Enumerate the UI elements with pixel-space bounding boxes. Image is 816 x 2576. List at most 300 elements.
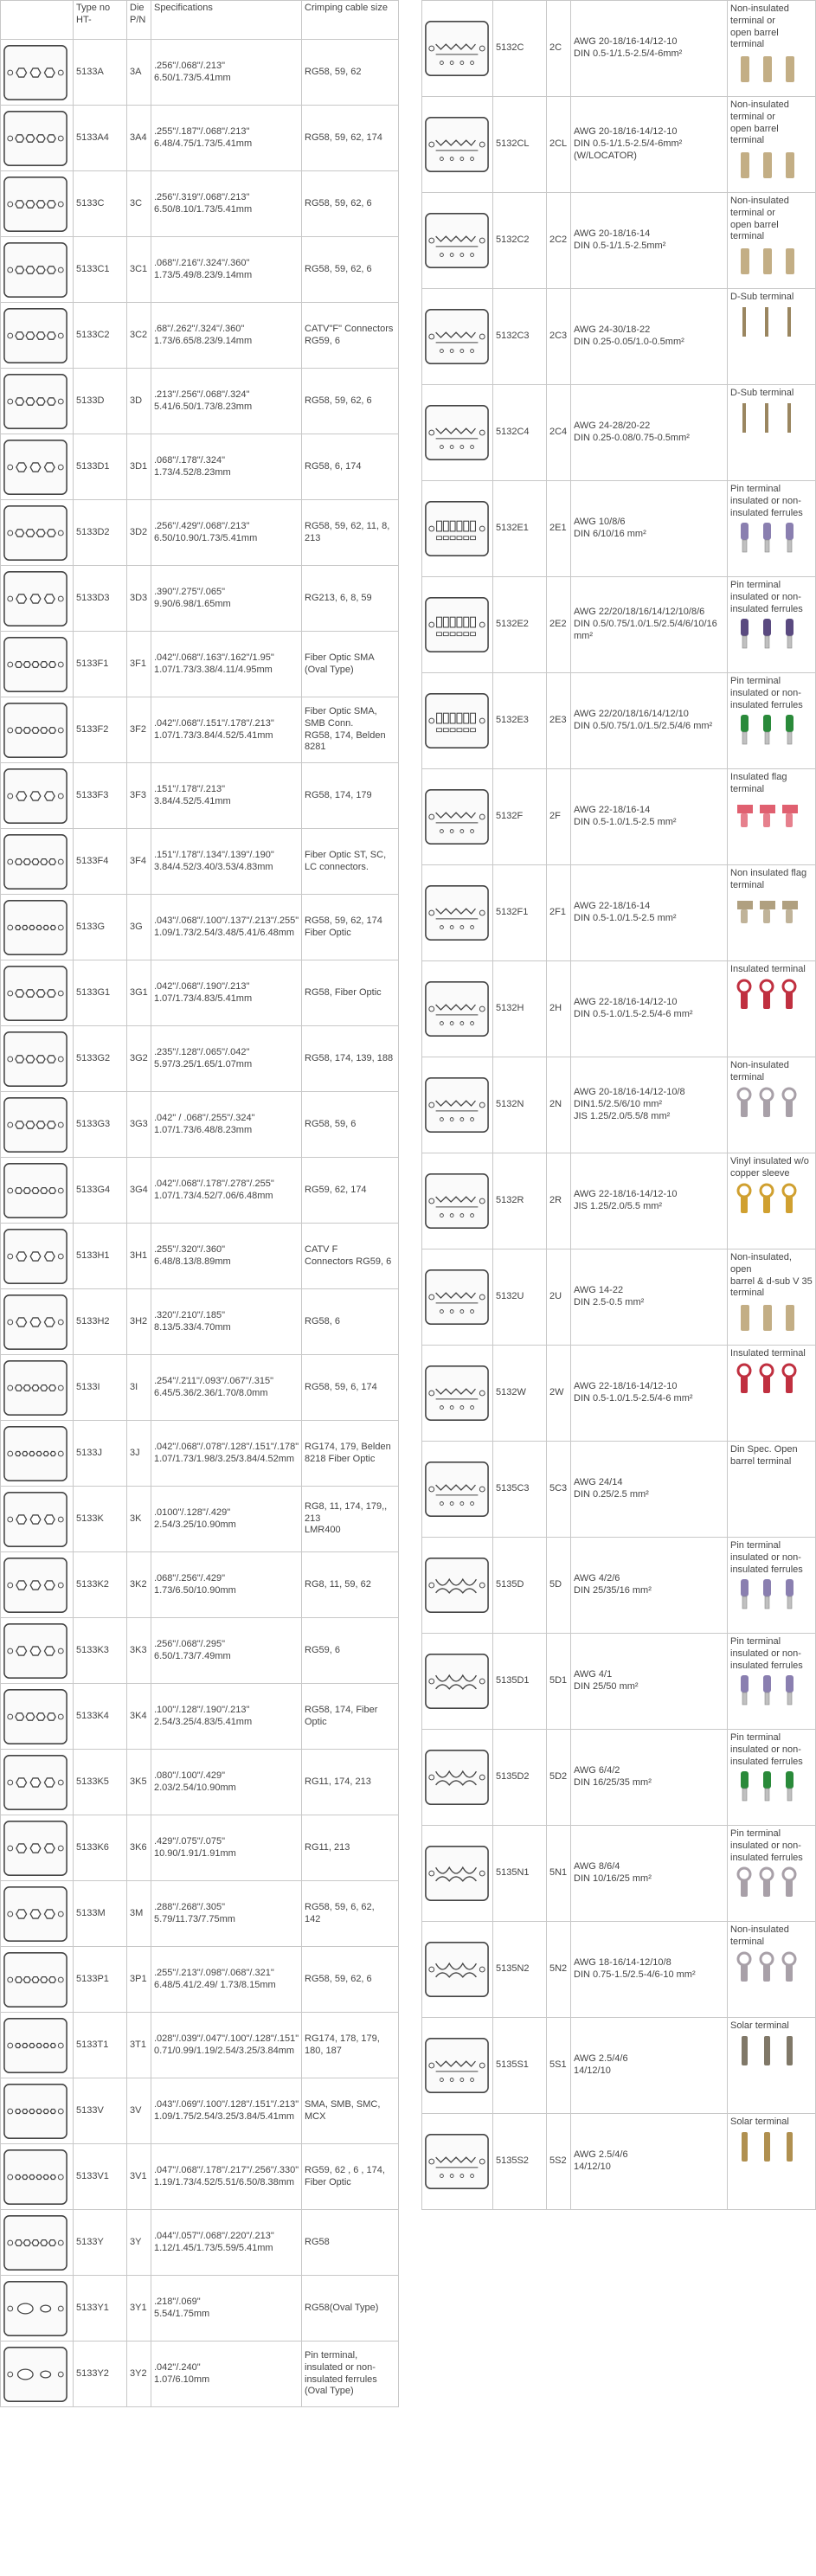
die-4-hex-cavities-icon bbox=[2, 108, 69, 169]
specifications bbox=[151, 1947, 302, 2013]
die-pn bbox=[127, 763, 151, 829]
die-pn-text: 2R bbox=[549, 1195, 562, 1206]
crimping-cable-size bbox=[302, 1421, 399, 1487]
type-no-text: 5135S1 bbox=[496, 2059, 529, 2071]
crimping-cable-size-text: RG58, 59, 62, 6 bbox=[305, 395, 372, 406]
specifications-text: .068"/.256"/.429" 1.73/6.50/10.90mm bbox=[154, 1572, 236, 1596]
table-row bbox=[1, 2078, 399, 2144]
ferrule-icon bbox=[730, 521, 808, 556]
table-row bbox=[422, 385, 816, 481]
header-image bbox=[1, 1, 74, 40]
table-row bbox=[422, 2018, 816, 2114]
die-image-cell bbox=[1, 960, 74, 1026]
table-row bbox=[1, 697, 399, 763]
application-cell bbox=[728, 2114, 816, 2210]
ring-terminal-icon bbox=[730, 1866, 808, 1900]
crimping-cable-size-text: CATV"F" Connectors RG59, 6 bbox=[305, 323, 394, 346]
die-image-cell bbox=[1, 500, 74, 566]
type-no bbox=[74, 2078, 127, 2144]
table-row bbox=[1, 1224, 399, 1289]
die-pn bbox=[547, 1, 571, 97]
specifications-text: AWG 22/20/18/16/14/12/10/8/6 DIN 0.5/0.75/1.0/1.5/2.5/4/6/10/16 mm² bbox=[574, 607, 717, 641]
die-pn bbox=[127, 1750, 151, 1815]
application-cell bbox=[728, 1826, 816, 1922]
crimping-cable-size bbox=[302, 1289, 399, 1355]
die-pn-text: 3A4 bbox=[130, 132, 147, 143]
die-open-barrel-locator-icon bbox=[423, 101, 491, 188]
ring-terminal-icon bbox=[730, 1362, 808, 1397]
table-row bbox=[422, 481, 816, 577]
die-image-cell bbox=[422, 1346, 493, 1442]
table-row bbox=[422, 193, 816, 289]
type-no bbox=[74, 171, 127, 237]
specifications bbox=[151, 1881, 302, 1947]
application-cell bbox=[728, 193, 816, 289]
table-row bbox=[422, 1730, 816, 1826]
die-3-hex-cavities-icon bbox=[2, 1489, 69, 1550]
die-pn bbox=[127, 106, 151, 171]
crimping-cable-size-text: RG58, Fiber Optic bbox=[305, 986, 382, 998]
specifications bbox=[151, 500, 302, 566]
type-no bbox=[493, 1634, 547, 1730]
table-row bbox=[1, 1618, 399, 1684]
specifications bbox=[151, 1487, 302, 1552]
header-specifications bbox=[151, 1, 302, 40]
die-pn-text: 3Y1 bbox=[130, 2302, 147, 2313]
die-3-hex-cavities-icon bbox=[2, 1818, 69, 1879]
die-pn bbox=[127, 2210, 151, 2276]
solar-terminal-icon bbox=[730, 2130, 808, 2165]
die-pn bbox=[547, 2018, 571, 2114]
type-no bbox=[74, 1815, 127, 1881]
die-pn bbox=[127, 2276, 151, 2342]
die-image-cell bbox=[1, 1487, 74, 1552]
crimping-cable-size bbox=[302, 1815, 399, 1881]
ferrule-icon bbox=[730, 1673, 808, 1708]
table-row bbox=[1, 1947, 399, 2013]
type-no-text: 5135D2 bbox=[496, 1771, 530, 1783]
die-pn-text: 2C3 bbox=[549, 331, 568, 342]
die-pn bbox=[127, 1618, 151, 1684]
type-no-text: 5132F bbox=[496, 811, 524, 822]
type-no bbox=[74, 106, 127, 171]
crimping-cable-size bbox=[302, 1552, 399, 1618]
die-pn bbox=[127, 2342, 151, 2407]
specifications-text: AWG 24-30/18-22 DIN 0.25-0.05/1.0-0.5mm² bbox=[574, 324, 684, 347]
crimping-cable-size bbox=[302, 40, 399, 106]
type-no-text: 5133C2 bbox=[76, 329, 110, 340]
die-pn bbox=[547, 673, 571, 769]
die-image-cell bbox=[422, 961, 493, 1057]
ferrule-icon bbox=[730, 1577, 808, 1612]
application-cell bbox=[728, 289, 816, 385]
table-row bbox=[422, 2114, 816, 2210]
specifications-text: .043"/.069"/.100"/.128"/.151"/.213" 1.09/1.75/2.54/3.25/3.84/5.41mm bbox=[154, 2098, 299, 2122]
die-pn-text: 3D bbox=[130, 395, 143, 406]
crimping-cable-size bbox=[302, 697, 399, 763]
die-image-cell bbox=[1, 2276, 74, 2342]
specifications-text: .255"/.213"/.098"/.068"/.321" 6.48/5.41/2.49/ 1.73/8.15mm bbox=[154, 1967, 276, 1990]
specifications bbox=[571, 1057, 728, 1153]
die-pn bbox=[127, 697, 151, 763]
application-text: Vinyl insulated w/o copper sleeve bbox=[730, 1156, 809, 1179]
specifications bbox=[151, 829, 302, 895]
specifications-text: .080"/.100"/.429" 2.03/2.54/10.90mm bbox=[154, 1770, 236, 1793]
table-row bbox=[1, 369, 399, 434]
die-pn-text: 3K2 bbox=[130, 1578, 147, 1590]
flag-terminal-icon bbox=[730, 894, 808, 928]
die-image-cell bbox=[1, 237, 74, 303]
specifications-text: AWG 24-28/20-22 DIN 0.25-0.08/0.75-0.5mm² bbox=[574, 421, 690, 443]
die-image-cell bbox=[422, 2114, 493, 2210]
specifications bbox=[571, 1153, 728, 1249]
die-3-hex-cavities-icon bbox=[2, 437, 69, 498]
specifications bbox=[151, 1750, 302, 1815]
type-no bbox=[493, 769, 547, 865]
table-row bbox=[1, 2342, 399, 2407]
crimping-cable-size-text: CATV F Connectors RG59, 6 bbox=[305, 1243, 392, 1267]
die-pn-text: 3D3 bbox=[130, 592, 148, 603]
die-4-hex-cavities-icon bbox=[2, 503, 69, 563]
die-2-oval-cavities-icon bbox=[2, 2278, 69, 2339]
die-pn-text: 3I bbox=[130, 1381, 138, 1392]
table-row bbox=[1, 1421, 399, 1487]
crimping-cable-size-text: RG58, 59, 62, 6 bbox=[305, 1973, 372, 1984]
die-pn-text: 2H bbox=[549, 1003, 562, 1014]
die-pn-text: 2E3 bbox=[549, 715, 567, 726]
table-row bbox=[1, 829, 399, 895]
ring-terminal-icon bbox=[730, 1182, 808, 1217]
die-pn-text: 3T1 bbox=[130, 2039, 146, 2050]
die-dsub-icon bbox=[423, 293, 491, 380]
specifications-text: AWG 10/8/6 DIN 6/10/16 mm² bbox=[574, 517, 646, 539]
specifications bbox=[151, 171, 302, 237]
crimping-cable-size-text: RG11, 213 bbox=[305, 1841, 350, 1853]
type-no bbox=[74, 2013, 127, 2078]
type-no-text: 5132H bbox=[496, 1003, 524, 1014]
die-6-hex-cavities-icon bbox=[2, 2015, 69, 2076]
type-no-text: 5133C bbox=[76, 197, 105, 209]
specifications bbox=[151, 2078, 302, 2144]
application-cell bbox=[728, 481, 816, 577]
die-image-cell bbox=[422, 1057, 493, 1153]
die-pn-text: 3F3 bbox=[130, 789, 146, 800]
application-text: Pin terminal insulated or non- insulated ferrules bbox=[730, 580, 803, 614]
crimping-cable-size-text: Pin terminal, insulated or non- insulated ferrules (Oval Type) bbox=[305, 2350, 377, 2397]
die-pn-text: 3A bbox=[130, 66, 142, 77]
die-pn-text: 2N bbox=[549, 1099, 562, 1110]
specifications bbox=[151, 1224, 302, 1289]
type-no bbox=[74, 1421, 127, 1487]
die-image-cell bbox=[422, 1249, 493, 1346]
application-cell bbox=[728, 1730, 816, 1826]
die-image-cell bbox=[1, 2342, 74, 2407]
application-text: Insulated flag terminal bbox=[730, 772, 787, 794]
die-pn-text: 5N1 bbox=[549, 1867, 568, 1879]
die-pn-text: 3K6 bbox=[130, 1841, 147, 1853]
crimping-cable-size bbox=[302, 895, 399, 960]
table-row bbox=[422, 673, 816, 769]
table-row bbox=[1, 1158, 399, 1224]
type-no bbox=[493, 673, 547, 769]
die-6-hex-cavities-icon bbox=[2, 1423, 69, 1484]
type-no-text: 5135S2 bbox=[496, 2155, 529, 2167]
type-no bbox=[493, 193, 547, 289]
table-row bbox=[1, 632, 399, 697]
specifications bbox=[571, 193, 728, 289]
specifications bbox=[151, 106, 302, 171]
die-square-cavities-icon bbox=[423, 485, 491, 572]
type-no-text: 5132C bbox=[496, 42, 524, 54]
type-no bbox=[74, 1224, 127, 1289]
specifications bbox=[151, 960, 302, 1026]
specifications bbox=[151, 1355, 302, 1421]
crimping-cable-size-text: RG58, 6, 174 bbox=[305, 460, 362, 472]
table-row bbox=[422, 1057, 816, 1153]
die-pn-text: 3C bbox=[130, 197, 143, 209]
type-no-text: 5135C3 bbox=[496, 1483, 530, 1494]
specifications bbox=[151, 1092, 302, 1158]
table-row bbox=[1, 895, 399, 960]
die-pn-text: 5D2 bbox=[549, 1771, 568, 1783]
die-pn bbox=[127, 434, 151, 500]
die-insulated-icon bbox=[423, 1158, 491, 1244]
table-row bbox=[422, 1153, 816, 1249]
type-no bbox=[493, 865, 547, 961]
die-pn bbox=[547, 769, 571, 865]
die-pn bbox=[127, 1158, 151, 1224]
table-row bbox=[1, 434, 399, 500]
die-image-cell bbox=[1, 2078, 74, 2144]
crimping-cable-size-text: RG58, 59, 62, 6 bbox=[305, 197, 372, 209]
type-no bbox=[74, 763, 127, 829]
open-barrel-terminal-icon bbox=[730, 53, 808, 87]
table-row bbox=[422, 1249, 816, 1346]
specifications bbox=[571, 1, 728, 97]
die-open-barrel-icon bbox=[423, 5, 491, 92]
specifications bbox=[151, 40, 302, 106]
die-pn bbox=[547, 577, 571, 673]
die-image-cell bbox=[422, 1730, 493, 1826]
die-image-cell bbox=[1, 697, 74, 763]
die-table-right bbox=[421, 0, 816, 2210]
type-no-text: 5132C4 bbox=[496, 427, 530, 438]
specifications-text: AWG 22-18/16-14/12-10 DIN 0.5-1.0/1.5-2.5/4-6 mm² bbox=[574, 1381, 693, 1404]
specifications-text: AWG 2.5/4/6 14/12/10 bbox=[574, 2149, 628, 2172]
crimping-cable-size bbox=[302, 303, 399, 369]
crimping-cable-size bbox=[302, 632, 399, 697]
table-row bbox=[422, 1634, 816, 1730]
ring-terminal-icon bbox=[730, 978, 808, 1012]
die-pn-text: 3Y2 bbox=[130, 2367, 147, 2379]
type-no bbox=[493, 1346, 547, 1442]
type-no-text: 5133D bbox=[76, 395, 105, 406]
type-no bbox=[493, 1057, 547, 1153]
die-pn-text: 2E1 bbox=[549, 523, 567, 534]
die-pn-text: 5D1 bbox=[549, 1675, 568, 1686]
application-cell bbox=[728, 1442, 816, 1538]
die-image-cell bbox=[1, 1947, 74, 2013]
crimping-cable-size bbox=[302, 1750, 399, 1815]
die-image-cell bbox=[422, 1922, 493, 2018]
die-insulated-icon bbox=[423, 966, 491, 1052]
die-3-hex-cavities-icon bbox=[2, 1884, 69, 1944]
application-text: Din Spec. Open barrel terminal bbox=[730, 1444, 798, 1467]
application-cell bbox=[728, 2018, 816, 2114]
die-pn-text: 5N2 bbox=[549, 1963, 568, 1975]
die-pn bbox=[547, 193, 571, 289]
crimping-cable-size bbox=[302, 106, 399, 171]
type-no-text: 5133F2 bbox=[76, 723, 109, 735]
crimping-cable-size-text: RG11, 174, 213 bbox=[305, 1776, 371, 1787]
specifications-text: AWG 20-18/16-14 DIN 0.5-1/1.5-2.5mm² bbox=[574, 228, 666, 251]
die-pn bbox=[127, 1815, 151, 1881]
die-pn bbox=[127, 500, 151, 566]
type-no-text: 5132C3 bbox=[496, 331, 530, 342]
die-image-cell bbox=[1, 434, 74, 500]
die-pn-text: 3F1 bbox=[130, 658, 146, 669]
specifications-text: .213"/.256"/.068"/.324" 5.41/6.50/1.73/8.23mm bbox=[154, 389, 253, 412]
specifications bbox=[151, 763, 302, 829]
crimping-cable-size bbox=[302, 960, 399, 1026]
type-no-text: 5133Y2 bbox=[76, 2367, 109, 2379]
application-cell bbox=[728, 1538, 816, 1634]
die-image-cell bbox=[422, 1153, 493, 1249]
die-image-cell bbox=[1, 106, 74, 171]
die-6-hex-cavities-icon bbox=[2, 2081, 69, 2142]
type-no-text: 5133K2 bbox=[76, 1578, 109, 1590]
die-3-hex-cavities-icon bbox=[2, 766, 69, 826]
die-5-hex-cavities-icon bbox=[2, 700, 69, 761]
type-no bbox=[74, 632, 127, 697]
die-pn bbox=[127, 303, 151, 369]
crimping-cable-size-text: RG59, 62 , 6 , 174, Fiber Optic bbox=[305, 2164, 385, 2187]
type-no-text: 5133G bbox=[76, 921, 106, 932]
type-no bbox=[74, 500, 127, 566]
type-no-text: 5135D1 bbox=[496, 1675, 530, 1686]
die-image-cell bbox=[1, 1750, 74, 1815]
specifications bbox=[151, 1815, 302, 1881]
die-image-cell bbox=[422, 1826, 493, 1922]
die-pn bbox=[547, 97, 571, 193]
type-no bbox=[74, 1158, 127, 1224]
type-no bbox=[74, 2342, 127, 2407]
application-text: Non-insulated terminal or open barrel terminal bbox=[730, 3, 789, 50]
specifications bbox=[571, 673, 728, 769]
die-image-cell bbox=[1, 1815, 74, 1881]
type-no-text: 5133K6 bbox=[76, 1841, 109, 1853]
crimping-cable-size-text: RG58, 59, 62, 174 bbox=[305, 132, 382, 143]
crimping-cable-size-text: RG58, 59, 62 bbox=[305, 66, 362, 77]
die-pn bbox=[547, 2114, 571, 2210]
type-no bbox=[493, 289, 547, 385]
die-pn-text: 3G4 bbox=[130, 1184, 148, 1195]
specifications bbox=[151, 1026, 302, 1092]
application-cell bbox=[728, 1057, 816, 1153]
die-pn bbox=[127, 1289, 151, 1355]
crimping-cable-size-text: RG58, 174, 179 bbox=[305, 789, 372, 800]
specifications bbox=[151, 1421, 302, 1487]
crimping-cable-size bbox=[302, 2342, 399, 2407]
type-no bbox=[74, 566, 127, 632]
crimping-cable-size bbox=[302, 2210, 399, 2276]
die-5-hex-cavities-icon bbox=[2, 832, 69, 892]
crimping-cable-size-text: RG59, 62, 174 bbox=[305, 1184, 367, 1195]
crimping-cable-size-text: RG174, 178, 179, 180, 187 bbox=[305, 2033, 380, 2056]
table-row bbox=[1, 2013, 399, 2078]
application-text: Non insulated flag terminal bbox=[730, 868, 807, 890]
die-square-cavities-icon bbox=[423, 581, 491, 668]
type-no bbox=[74, 697, 127, 763]
die-image-cell bbox=[1, 1881, 74, 1947]
application-text: Insulated terminal bbox=[730, 964, 806, 974]
die-image-cell bbox=[1, 40, 74, 106]
application-text: Solar terminal bbox=[730, 2020, 789, 2031]
specifications-text: .042"/.240" 1.07/6.10mm bbox=[154, 2361, 210, 2385]
die-image-cell bbox=[1, 2013, 74, 2078]
die-pn bbox=[547, 1730, 571, 1826]
specifications bbox=[571, 1826, 728, 1922]
specifications-text: .0100"/.128"/.429" 2.54/3.25/10.90mm bbox=[154, 1506, 236, 1530]
specifications bbox=[151, 2210, 302, 2276]
die-pn bbox=[127, 40, 151, 106]
die-6-hex-cavities-icon bbox=[2, 897, 69, 958]
specifications-text: .043"/.068"/.100"/.137"/.213"/.255" 1.09/1.73/2.54/3.48/5.41/6.48mm bbox=[154, 915, 299, 938]
specifications bbox=[571, 385, 728, 481]
type-no-text: 5133I bbox=[76, 1381, 100, 1392]
die-image-cell bbox=[1, 829, 74, 895]
die-3-hex-cavities-icon bbox=[2, 569, 69, 629]
specifications-text: AWG 2.5/4/6 14/12/10 bbox=[574, 2053, 628, 2076]
crimping-cable-size-text: RG58, 59, 6, 174 bbox=[305, 1381, 377, 1392]
die-4-hex-cavities-icon bbox=[2, 305, 69, 366]
die-image-cell bbox=[422, 1442, 493, 1538]
type-no bbox=[74, 1881, 127, 1947]
crimping-cable-size-text: RG58, 59, 6 bbox=[305, 1118, 357, 1129]
die-pn bbox=[127, 2013, 151, 2078]
type-no bbox=[493, 1153, 547, 1249]
table-row bbox=[422, 961, 816, 1057]
specifications-text: .256"/.319"/.068"/.213" 6.50/8.10/1.73/5.41mm bbox=[154, 191, 253, 215]
type-no bbox=[74, 960, 127, 1026]
specifications-text: .320"/.210"/.185" 8.13/5.33/4.70mm bbox=[154, 1309, 231, 1333]
type-no-text: 5133A bbox=[76, 66, 104, 77]
type-no bbox=[493, 1249, 547, 1346]
crimping-cable-size bbox=[302, 1684, 399, 1750]
type-no-text: 5133H1 bbox=[76, 1249, 110, 1261]
type-no bbox=[493, 1, 547, 97]
die-image-cell bbox=[1, 2144, 74, 2210]
type-no bbox=[74, 1947, 127, 2013]
type-no-text: 5132U bbox=[496, 1291, 524, 1302]
specifications-text: .235"/.128"/.065"/.042" 5.97/3.25/1.65/1.07mm bbox=[154, 1046, 253, 1070]
die-pn-text: 3K3 bbox=[130, 1644, 147, 1655]
die-pn-text: 3G2 bbox=[130, 1052, 148, 1063]
application-text: Solar terminal bbox=[730, 2117, 789, 2127]
table-row bbox=[1, 566, 399, 632]
die-image-cell bbox=[1, 369, 74, 434]
crimping-cable-size bbox=[302, 1487, 399, 1552]
die-pn bbox=[127, 2078, 151, 2144]
die-pn-text: 3Y bbox=[130, 2236, 142, 2247]
die-image-cell bbox=[1, 1618, 74, 1684]
die-flag-icon bbox=[423, 774, 491, 860]
die-image-cell bbox=[422, 97, 493, 193]
crimping-cable-size bbox=[302, 1092, 399, 1158]
die-pn bbox=[127, 1224, 151, 1289]
specifications-text: .390"/.275"/.065" 9.90/6.98/1.65mm bbox=[154, 586, 231, 609]
die-4-hex-cavities-icon bbox=[2, 1029, 69, 1089]
